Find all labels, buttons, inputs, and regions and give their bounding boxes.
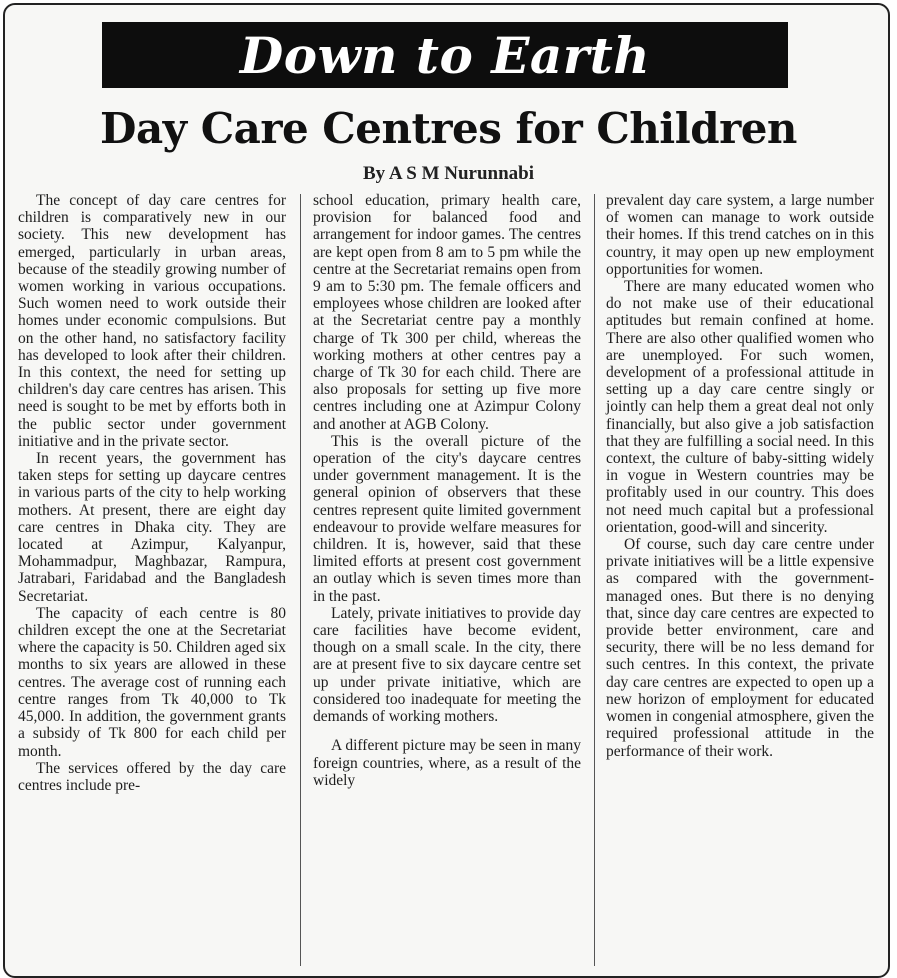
paragraph: school education, primary health care, provision for balanced food and arrangement for indoor games. The centres are kept open from 8 am to 5 pm while the centre at the Secretariat remains open from 9 am to 5:30 pm. The female officers and employees whose children are looked after at the Secretariat centre pay a monthly charge of Tk 300 per child, whereas the working mothers at other centres pay a charge of Tk 30 for each child. There are also proposals for setting up five more centres including one at Azimpur Colony and another at AGB Colony.	[313, 192, 581, 433]
column-divider	[300, 194, 301, 966]
paragraph: Lately, private initiatives to provide day care facilities have become evident, though on a small scale. In the city, there are at present five to six daycare centre set up under private initiative, which are considered too inadequate for meeting the demands of working mothers.	[313, 604, 581, 726]
paragraph: A different picture may be seen in many foreign countries, where, as a result of the widely	[313, 737, 581, 789]
paragraph: prevalent day care system, a large number of women can manage to work outside their homes. If this trend catches on in this country, it may open up new employment opportunities for women.	[606, 192, 874, 278]
column-divider	[594, 194, 595, 966]
article-column-3	[606, 192, 874, 760]
paragraph: This is the overall picture of the operation of the city's daycare centres under government management. It is the general opinion of observers that these centres represent quite limited government endeavour to provide welfare measures for children. It is, however, said that these limited efforts at present cost government an outlay which is seven times more than in the past.	[313, 432, 581, 605]
paragraph: The capacity of each centre is 80 children except the one at the Secretariat where the capacity is 50. Children aged six months to six years are allowed in these centres. The average cost of running each centre ranges from Tk 40,000 to Tk 45,000. In addition, the government grants a subsidy of Tk 800 for each child per month.	[18, 604, 286, 760]
byline: By A S M Nurunnabi	[362, 163, 535, 184]
paragraph: In recent years, the government has taken steps for setting up daycare centres in various parts of the city to help working mothers. At present, there are eight day care centres in Dhaka city. They are located at Azimpur, Kalyanpur, Mohammadpur, Maghbazar, Rampura, Jatrabari, Faridabad and the Bangladesh Secretariat.	[18, 450, 286, 605]
headline: Day Care Centres for Children	[100, 104, 797, 153]
paragraph: The concept of day care centres for children is comparatively new in our society. This new development has emerged, particularly in urban areas, because of the steadily growing number of women working in various occupations. Such women need to work outside their homes under economic compulsions. But on the other hand, no satisfactory facility has developed to look after their children. In this context, the need for setting up children's day care centres has arisen. This need is sought to be met by efforts both in the public sector under government initiative and in the private sector.	[18, 192, 286, 450]
article-column-2	[313, 192, 581, 789]
article-column-1	[18, 192, 286, 794]
paragraph: There are many educated women who do not make use of their educational aptitudes but remain confined at home. There are also other qualified women who are unemployed. For such women, development of a professional attitude in setting up a day care centre singly or jointly can help them a great deal not only financially, but also give a job satisfaction that they are fulfilling a social need. In this context, the culture of baby-sitting widely in vogue in Western countries may be profitably used in our country. This does not need much capital but a professional orientation, good-will and sincerity.	[606, 278, 874, 536]
section-banner: Down to Earth	[102, 22, 788, 88]
paragraph: Of course, such day care centre under private initiatives will be a little expensive as compared with the government-managed ones. But there is no denying that, since day care centres are expected to provide better environment, care and security, there will be no less demand for such centres. In this context, the private day care centres are expected to open up a new horizon of employment for educated women in congenial atmosphere, given the required professional attitude in the performance of their work.	[606, 536, 874, 760]
paragraph: The services offered by the day care centres include pre-	[18, 759, 286, 794]
